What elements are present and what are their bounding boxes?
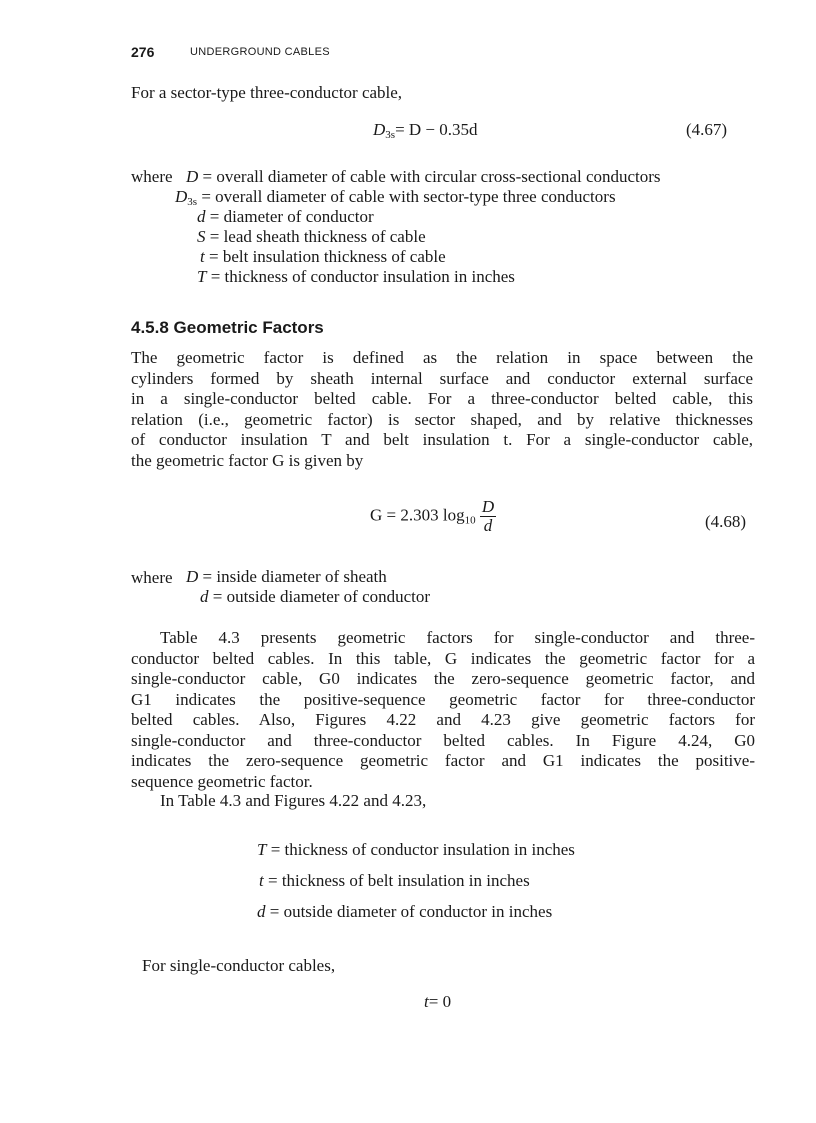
fraction-numerator: D [481, 497, 495, 516]
paragraph-line: indicates the zero-sequence geometric factor and G1 indicates the positive- [131, 751, 755, 770]
definition-item [200, 247, 446, 267]
def-symbol: t [259, 871, 264, 890]
definition-item [197, 207, 374, 227]
paragraph-text: For single-conductor cables, [142, 956, 336, 975]
paragraph-line: belted cables. Also, Figures 4.22 and 4.23 give geometric factors for [131, 710, 755, 729]
section-number: 4.5.8 [131, 318, 169, 337]
section-title: Geometric Factors [173, 318, 324, 337]
def-symbol: d [197, 207, 206, 226]
paragraph-table-4-3 [131, 628, 755, 792]
paragraph-line: The geometric factor is defined as the relation in space between the [131, 348, 753, 367]
def-text: = lead sheath thickness of cable [209, 227, 426, 246]
definition-item [257, 902, 552, 922]
definition-item [200, 587, 430, 607]
fraction [480, 498, 496, 535]
where-label: where [131, 167, 173, 186]
equation-number-4-68: (4.68) [705, 512, 747, 531]
def-text: = overall diameter of cable with circular cross-sectional conductors [202, 167, 661, 186]
def-symbol: D [186, 167, 199, 186]
def-subscript: 3s [187, 196, 198, 208]
definition-item [197, 227, 426, 247]
definition-item [175, 187, 616, 207]
equation-t-zero [424, 992, 451, 1012]
def-text: = belt insulation thickness of cable [208, 247, 446, 266]
definition-item [197, 267, 515, 287]
def-text: = outside diameter of conductor [212, 587, 431, 606]
paragraph-line: single-conductor cable, G0 indicates the zero-sequence geometric factor, and [131, 669, 755, 688]
eq-symbol: t [424, 992, 429, 1011]
page-number: 276 [131, 44, 155, 60]
def-text: = diameter of conductor [209, 207, 374, 226]
paragraph-line: G1 indicates the positive-sequence geometric factor for three-conductor [131, 689, 755, 709]
paragraph-line: the geometric factor G is given by [131, 450, 364, 470]
paragraph-geometric-factor-definition [131, 348, 753, 471]
eq-lhs-symbol: D [373, 120, 386, 139]
paragraph-line: of conductor insulation T and belt insulation t. For a single-conductor cable, [131, 430, 753, 449]
def-symbol: d [257, 902, 266, 921]
def-text: = outside diameter of conductor in inches [269, 902, 553, 921]
intro-text: For a sector-type three-conductor cable, [131, 83, 403, 102]
def-symbol: D [186, 567, 199, 586]
definition-item [257, 840, 575, 860]
paragraph-line: sequence geometric factor. [131, 771, 313, 791]
equation-4-68 [370, 498, 496, 535]
equation-number-4-67: (4.67) [686, 120, 728, 139]
paragraph-line: single-conductor and three-conductor belted cables. In Figure 4.24, G0 [131, 730, 755, 750]
where-label: where [131, 568, 173, 587]
def-text: = thickness of belt insulation in inches [267, 871, 530, 890]
fraction-denominator: d [483, 516, 493, 535]
definition-item [259, 871, 530, 891]
paragraph-line: cylinders formed by sheath internal surface and conductor external surface [131, 368, 753, 388]
eq-rhs: = D − 0.35d [395, 120, 478, 139]
paragraph-line: relation (i.e., geometric factor) is sector shaped, and by relative thicknesses [131, 409, 753, 429]
paragraph-text: In Table 4.3 and Figures 4.22 and 4.23, [160, 791, 427, 810]
def-symbol: S [197, 227, 206, 246]
section-heading [131, 318, 324, 338]
def-symbol: d [200, 587, 209, 606]
eq-rhs: = 0 [428, 992, 452, 1011]
def-text: = overall diameter of cable with sector-type three conductors [201, 187, 616, 206]
def-symbol: t [200, 247, 205, 266]
def-symbol: T [197, 267, 207, 286]
paragraph-line: conductor belted cables. In this table, G indicates the geometric factor for a [131, 648, 755, 668]
definition-item [186, 167, 661, 187]
def-text: = thickness of conductor insulation in inches [270, 840, 575, 859]
equation-4-67 [373, 120, 478, 140]
running-title: UNDERGROUND CABLES [190, 46, 330, 58]
def-text: = thickness of conductor insulation in inches [210, 267, 515, 286]
def-symbol: D [175, 187, 188, 206]
eq-lhs: G = 2.303 log [370, 505, 465, 525]
log-base: 10 [464, 514, 476, 527]
def-text: = inside diameter of sheath [202, 567, 387, 586]
eq-lhs-subscript: 3s [385, 129, 396, 141]
definition-item [186, 567, 387, 587]
def-symbol: T [257, 840, 267, 859]
paragraph-line: Table 4.3 presents geometric factors for single-conductor and three- [160, 628, 755, 647]
paragraph-line: in a single-conductor belted cable. For a three-conductor belted cable, this [131, 389, 753, 408]
